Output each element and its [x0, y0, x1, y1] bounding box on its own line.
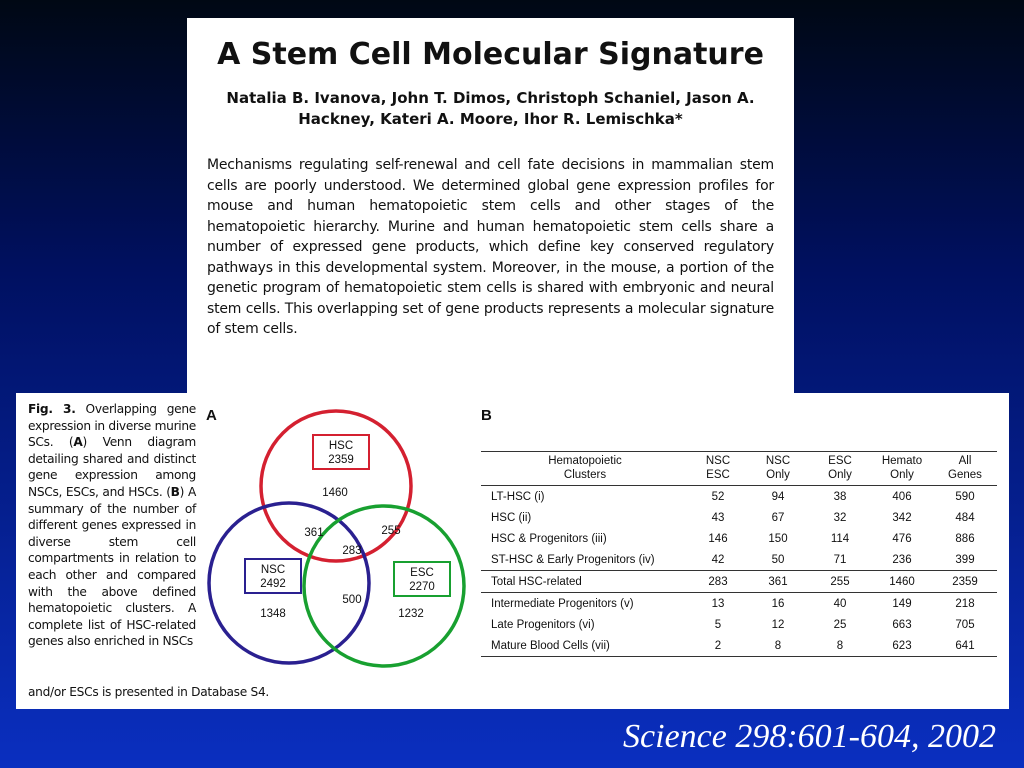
- table-cell: 283: [689, 571, 747, 593]
- table-header-cell: [933, 452, 997, 486]
- nsc-only-count: 1348: [260, 608, 286, 620]
- table-cell: 38: [833, 490, 847, 503]
- nsc-total: 2492: [260, 578, 286, 590]
- table-cell: 476: [892, 532, 912, 545]
- table-cell: 406: [892, 490, 912, 503]
- table-row-label: HSC & Progenitors (iii): [491, 532, 607, 545]
- table-row-label: ST-HSC & Early Progenitors (iv): [491, 553, 655, 566]
- table-cell: 67: [771, 511, 785, 524]
- table-cell: 52: [711, 490, 725, 503]
- table-header-line: Clusters: [563, 469, 607, 481]
- table-header-cell: [689, 452, 747, 486]
- table-cell: 886: [955, 532, 975, 545]
- figure-caption-tail: and/or ESCs is presented in Database S4.: [28, 685, 269, 699]
- figure-panel: [16, 393, 1009, 709]
- abstract-panel: [187, 18, 794, 394]
- table-row: [481, 614, 997, 635]
- table-cell: 663: [892, 618, 912, 631]
- hsc-circle: [261, 411, 411, 561]
- table-cell: 8: [747, 635, 809, 657]
- hsc-total: 2359: [328, 454, 354, 466]
- table-header-line: Genes: [948, 469, 982, 481]
- table-row-label: Intermediate Progenitors (v): [491, 597, 634, 610]
- table-cell: 218: [955, 597, 975, 610]
- table-cell: 42: [711, 553, 725, 566]
- table-cell: 2: [689, 635, 747, 657]
- table-header-line: ESC: [706, 469, 730, 481]
- table-cell: 1460: [871, 571, 933, 593]
- table-cell: 16: [771, 597, 785, 610]
- table-cell: 114: [830, 532, 850, 545]
- table-row: [481, 528, 997, 549]
- table-header-cell: [809, 452, 871, 486]
- table-cell: 71: [833, 553, 847, 566]
- table-row-label: Mature Blood Cells (vii): [481, 635, 689, 657]
- table-row: [481, 549, 997, 571]
- paper-abstract: Mechanisms regulating self-renewal and cell fate decisions in mammalian stem cells are poorly understood. We determined global gene expression profiles for mouse and human hematopoietic stem cells and other stages of the hematopoietic hierarchy. Murine and human hematopoietic stem cells share a number of expressed gene products, which define key conserved regulatory pathways in this developmental system. Moreover, in the mouse, a portion of the genetic program of hematopoietic stem cells is shared with embryonic and neural stem cells. This overlapping set of gene products represents a molecular signature of stem cells.: [207, 157, 774, 337]
- table-header-line: Only: [828, 469, 852, 481]
- table-row: [481, 571, 997, 593]
- table-cell: 43: [711, 511, 725, 524]
- table-cell: 236: [892, 553, 912, 566]
- summary-table: [481, 451, 997, 657]
- figure-caption-text-3: ) A summary of the number of different genes expressed in diverse stem cell compartments in relation to each other and compared with the above defined hematopoietic clusters. A complete list of HSC-related genes also enriched in NSCs: [28, 484, 196, 649]
- table-header-row: [481, 452, 997, 486]
- table-cell: 94: [771, 490, 785, 503]
- nsc-circle: [209, 503, 369, 663]
- table-cell: 12: [771, 618, 785, 631]
- figure-caption-a: A: [73, 435, 83, 450]
- table-cell: 399: [955, 553, 975, 566]
- table-header-cell: [871, 452, 933, 486]
- paper-title: A Stem Cell Molecular Signature: [217, 37, 764, 72]
- table-header-line: NSC: [705, 455, 731, 467]
- table-cell: 484: [955, 511, 975, 524]
- table-row: [481, 486, 997, 508]
- table-cell: 590: [955, 490, 975, 503]
- table-header-line: All: [958, 455, 972, 467]
- table-cell: 32: [833, 511, 847, 524]
- nsc-label: NSC: [260, 564, 286, 576]
- table-row-label: Total HSC-related: [481, 571, 689, 593]
- table-row: [481, 507, 997, 528]
- esc-only-count: 1232: [398, 608, 424, 620]
- panel-b-label: B: [481, 407, 492, 424]
- table-header-cell: [481, 452, 689, 486]
- table-row: [481, 635, 997, 657]
- table-cell: 8: [809, 635, 871, 657]
- table-cell: 146: [708, 532, 728, 545]
- table-header-line: ESC: [828, 455, 852, 467]
- table-row: [481, 593, 997, 615]
- summary-table-wrap: [481, 451, 997, 657]
- table-cell: 361: [747, 571, 809, 593]
- table-cell: 149: [892, 597, 912, 610]
- table-cell: 25: [833, 618, 847, 631]
- all-three-overlap-count: 283: [342, 545, 362, 557]
- table-header-line: NSC: [765, 455, 791, 467]
- table-header-line: Hematopoietic: [548, 455, 622, 467]
- table-row-label: Late Progenitors (vi): [491, 618, 595, 631]
- table-cell: 641: [933, 635, 997, 657]
- table-cell: 2359: [933, 571, 997, 593]
- table-row-label: HSC (ii): [491, 511, 532, 524]
- table-row-label: LT-HSC (i): [491, 490, 545, 503]
- citation: Science 298:601-604, 2002: [623, 718, 996, 755]
- hsc-esc-overlap-count: 255: [381, 525, 401, 537]
- table-cell: 623: [871, 635, 933, 657]
- table-cell: 13: [711, 597, 725, 610]
- table-header-line: Only: [766, 469, 790, 481]
- table-header-line: Only: [890, 469, 914, 481]
- nsc-esc-overlap-count: 500: [342, 594, 362, 606]
- hsc-label: HSC: [328, 440, 354, 452]
- table-cell: 50: [771, 553, 785, 566]
- figure-caption-b: B: [170, 484, 180, 499]
- table-cell: 342: [892, 511, 912, 524]
- table-cell: 5: [714, 618, 722, 631]
- venn-diagram: [201, 401, 471, 701]
- table-cell: 705: [955, 618, 975, 631]
- table-cell: 150: [768, 532, 788, 545]
- figure-caption-label: Fig. 3.: [28, 402, 76, 416]
- hsc-only-count: 1460: [322, 487, 348, 499]
- esc-total: 2270: [409, 581, 435, 593]
- figure-caption-text-2: ) Venn diagram detailing shared and distinct gene expression among NSCs, ESCs, and HSCs. (: [28, 435, 196, 499]
- table-header-cell: [747, 452, 809, 486]
- table-header-line: Hemato: [881, 455, 923, 467]
- figure-caption-text-1: Overlapping gene expression in diverse murine SCs. (: [28, 402, 196, 450]
- table-cell: 255: [809, 571, 871, 593]
- hsc-nsc-overlap-count: 361: [304, 527, 324, 539]
- table-cell: 40: [833, 597, 847, 610]
- esc-label: ESC: [410, 567, 434, 579]
- paper-authors: Natalia B. Ivanova, John T. Dimos, Christoph Schaniel, Jason A. Hackney, Kateri A. Moore, Ihor R. Lemischka*: [226, 89, 755, 128]
- figure-caption: [28, 401, 196, 650]
- panel-a-label: A: [206, 407, 217, 424]
